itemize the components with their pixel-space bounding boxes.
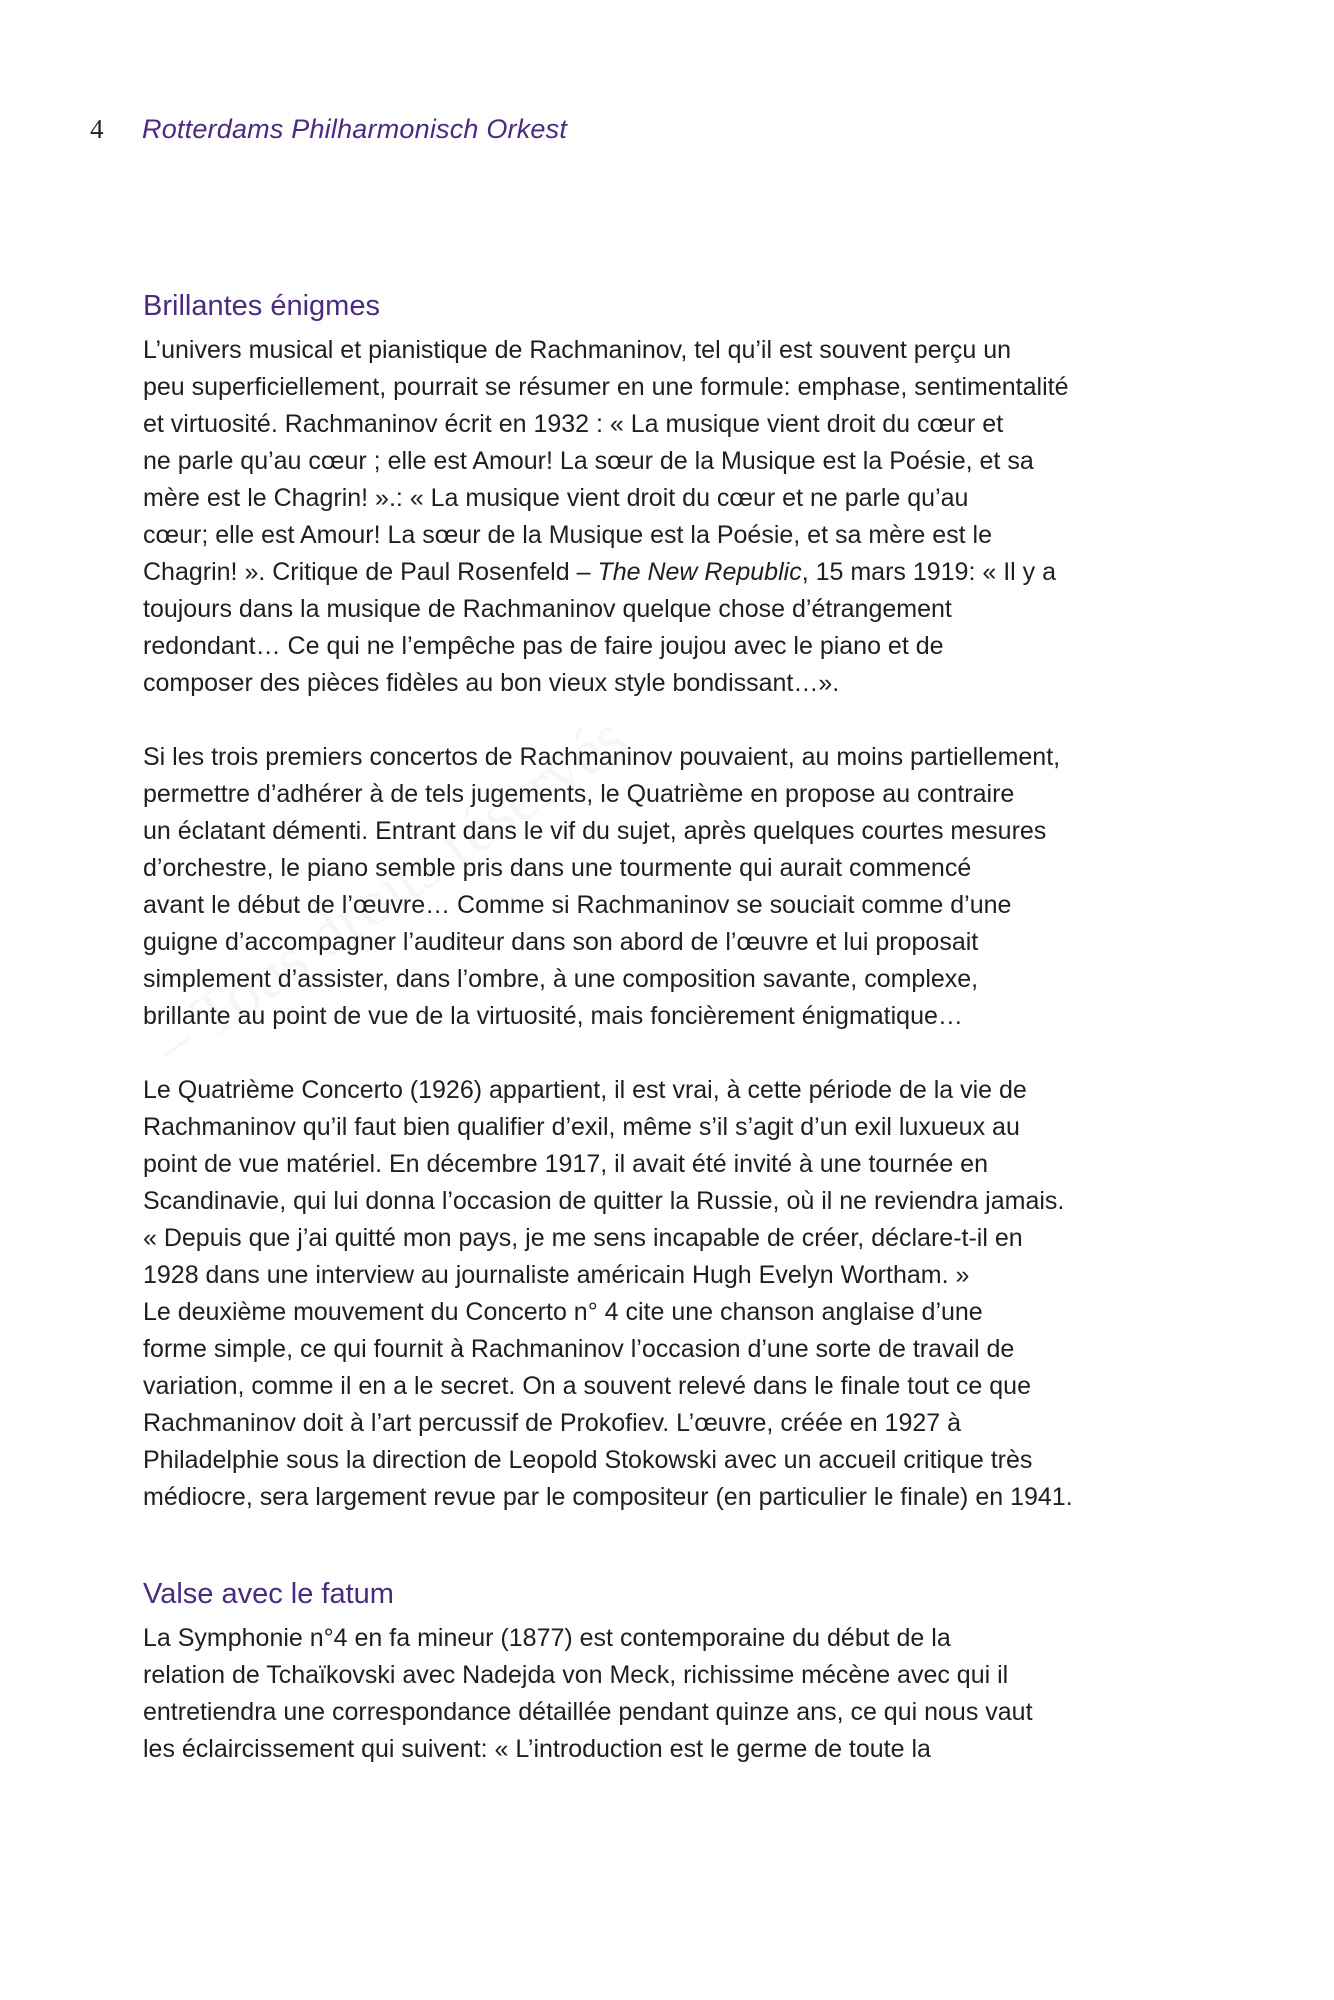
text-line: Chagrin! ». Critique de Paul Rosenfeld – The New Republic, 15 mars 1919: « Il y a	[143, 558, 1056, 586]
text-line: peu superficiellement, pourrait se résumer en une formule: emphase, sentimentalité	[143, 373, 1069, 401]
paragraph	[143, 739, 1203, 1035]
text-line: Le Quatrième Concerto (1926) appartient, il est vrai, à cette période de la vie de	[143, 1076, 1027, 1104]
text-line: médiocre, sera largement revue par le compositeur (en particulier le finale) en 1941.	[143, 1483, 1073, 1511]
paragraph	[143, 1072, 1203, 1516]
text-line: point de vue matériel. En décembre 1917, il avait été invité à une tournée en	[143, 1150, 988, 1178]
text-line: « Depuis que j’ai quitté mon pays, je me sens incapable de créer, déclare-t-il en	[143, 1224, 1023, 1252]
text-line: cœur; elle est Amour! La sœur de la Musique est la Poésie, et sa mère est le	[143, 521, 992, 549]
text-line: avant le début de l’œuvre… Comme si Rachmaninov se souciait comme d’une	[143, 891, 1012, 919]
text-line: redondant… Ce qui ne l’empêche pas de faire joujou avec le piano et de	[143, 632, 944, 660]
text-line: toujours dans la musique de Rachmaninov quelque chose d’étrangement	[143, 595, 952, 623]
text-line: et virtuosité. Rachmaninov écrit en 1932 : « La musique vient droit du cœur et	[143, 410, 1004, 438]
section-gap	[143, 1516, 1203, 1568]
text-line: simplement d’assister, dans l’ombre, à une composition savante, complexe,	[143, 965, 979, 993]
text-line: Si les trois premiers concertos de Rachmaninov pouvaient, au moins partiellement,	[143, 743, 1061, 771]
text-line: brillante au point de vue de la virtuosité, mais foncièrement énigmatique…	[143, 1002, 963, 1030]
section	[143, 280, 1203, 1516]
text-line: composer des pièces fidèles au bon vieux style bondissant…».	[143, 669, 840, 697]
text-line: Le deuxième mouvement du Concerto n° 4 cite une chanson anglaise d’une	[143, 1298, 983, 1326]
text-line: permettre d’adhérer à de tels jugements, le Quatrième en propose au contraire	[143, 780, 1015, 808]
text-line: variation, comme il en a le secret. On a souvent relevé dans le finale tout ce que	[143, 1372, 1031, 1400]
paragraph	[143, 332, 1203, 702]
text-line: Rachmaninov qu’il faut bien qualifier d’exil, même s’il s’agit d’un exil luxueux au	[143, 1113, 1020, 1141]
paragraph	[143, 1620, 1203, 1768]
text-line: mère est le Chagrin! ».: « La musique vient droit du cœur et ne parle qu’au	[143, 484, 969, 512]
page-number: 4	[90, 114, 104, 144]
text-line: ne parle qu’au cœur ; elle est Amour! La sœur de la Musique est la Poésie, et sa	[143, 447, 1034, 475]
text-line: guigne d’accompagner l’auditeur dans son abord de l’œuvre et lui proposait	[143, 928, 979, 956]
publication-title: The New Republic	[597, 558, 802, 586]
text-line: La Symphonie n°4 en fa mineur (1877) est contemporaine du début de la	[143, 1624, 951, 1652]
article-body	[143, 280, 1203, 1768]
section-title: Valse avec le fatum	[143, 1578, 394, 1610]
text-line: L’univers musical et pianistique de Rachmaninov, tel qu’il est souvent perçu un	[143, 336, 1012, 364]
text-line: d’orchestre, le piano semble pris dans une tourmente qui aurait commencé	[143, 854, 972, 882]
running-header	[90, 114, 567, 154]
text-line: les éclaircissement qui suivent: « L’introduction est le germe de toute la	[143, 1735, 931, 1763]
text-line: forme simple, ce qui fournit à Rachmaninov l’occasion d’une sorte de travail de	[143, 1335, 1015, 1363]
text-line: Philadelphie sous la direction de Leopold Stokowski avec un accueil critique très	[143, 1446, 1033, 1474]
text-line: 1928 dans une interview au journaliste américain Hugh Evelyn Wortham. »	[143, 1261, 970, 1289]
text-line: Rachmaninov doit à l’art percussif de Prokofiev. L’œuvre, créée en 1927 à	[143, 1409, 962, 1437]
section	[143, 1568, 1203, 1768]
text-line: relation de Tchaïkovski avec Nadejda von Meck, richissime mécène avec qui il	[143, 1661, 1009, 1689]
text-line: entretiendra une correspondance détaillée pendant quinze ans, ce qui nous vaut	[143, 1698, 1033, 1726]
text-line: Scandinavie, qui lui donna l’occasion de quitter la Russie, où il ne reviendra jamais.	[143, 1187, 1065, 1215]
text-line: un éclatant démenti. Entrant dans le vif du sujet, après quelques courtes mesures	[143, 817, 1047, 845]
section-title: Brillantes énigmes	[143, 290, 380, 322]
header-title: Rotterdams Philharmonisch Orkest	[142, 114, 568, 144]
